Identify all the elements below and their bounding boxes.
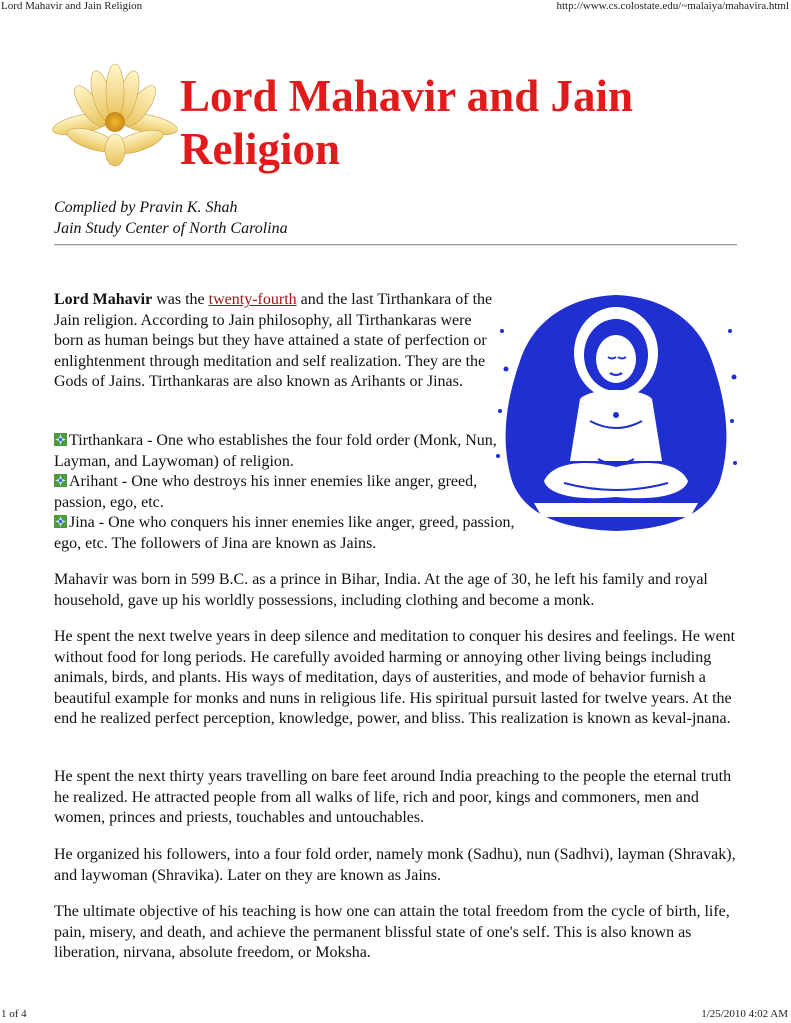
body-paragraph: Mahavir was born in 599 B.C. as a prince in Bihar, India. At the age of 30, he left his family and royal household, gave up his worldly possessions, including clothing and become a monk. (54, 571, 708, 609)
definition-text: Tirthankara - One who establishes the four fold order (Monk, Nun, Layman, and Laywoman) of religion. (54, 432, 497, 470)
page-number: 1 of 4 (1, 1008, 27, 1020)
twenty-fourth-link[interactable]: twenty-fourth (208, 291, 297, 308)
divider (54, 244, 737, 246)
star-bullet-icon (54, 474, 67, 487)
intro-paragraph (54, 290, 494, 393)
page-title: Lord Mahavir and Jain Religion (180, 71, 634, 174)
definition-item-arihant (54, 472, 524, 513)
intro-bold: Lord Mahavir (54, 291, 153, 308)
compiler-credit (54, 197, 288, 239)
body-paragraph: The ultimate objective of his teaching is how one can attain the total freedom from the cycle of birth, life, pain, misery, and death, and achieve the permanent blissful state of one's self. This is also known as liberation, nirvana, absolute freedom, or Moksha. (54, 903, 730, 961)
print-header-url: http://www.cs.colostate.edu/~malaiya/mahavira.html (556, 0, 789, 12)
star-bullet-icon (54, 433, 67, 446)
definition-text: Arihant - One who destroys his inner enemies like anger, greed, passion, ego, etc. (54, 473, 478, 511)
body-paragraph: He spent the next twelve years in deep silence and meditation to conquer his desires and feelings. He went without food for long periods. He carefully avoided harming or annoying other living beings including animals, birds, and plants. His ways of meditation, days of austerities, and mode of behavior furnish a beautiful example for monks and nuns in religious life. His spiritual pursuit lasted for twelve years. At the end he realized perfect perception, knowledge, power, and bliss. This realization is known as keval-jnana. (54, 628, 736, 727)
definition-text: Jina - One who conquers his inner enemies like anger, greed, passion, ego, etc. The followers of Jina are known as Jains. (54, 514, 515, 552)
intro-before-link: was the (152, 291, 209, 308)
print-header-title: Lord Mahavir and Jain Religion (1, 0, 143, 12)
star-bullet-icon (54, 515, 67, 528)
definition-item-jina (54, 513, 524, 554)
body-paragraph: He organized his followers, into a four fold order, namely monk (Sadhu), nun (Sadhvi), layman (Shravak), and laywoman (Shravika). Later on they are known as Jains. (54, 846, 736, 884)
compiler-name: Complied by Pravin K. Shah (54, 199, 238, 216)
body-paragraph: He spent the next thirty years travelling on bare feet around India preaching to the people the eternal truth he realized. He attracted people from all walks of life, rich and poor, kings and commoners, men and women, princes and priests, touchables and untouchables. (54, 768, 732, 826)
study-center: Jain Study Center of North Carolina (54, 220, 288, 237)
print-timestamp: 1/25/2010 4:02 AM (701, 1008, 788, 1020)
lotus-icon (52, 62, 178, 168)
intro-after-link: and the last Tirthankara of the Jain religion. According to Jain philosophy, all Tirthankaras were born as human beings but they have attained a state of perfection or enlightenment through meditation and self realization. They are the Gods of Jains. Tirthankaras are also known as Arihants or Jinas. (54, 291, 493, 390)
meditating-tirthankara-icon (494, 291, 739, 535)
definitions-list (54, 431, 524, 554)
definition-item-tirthankara (54, 431, 524, 472)
